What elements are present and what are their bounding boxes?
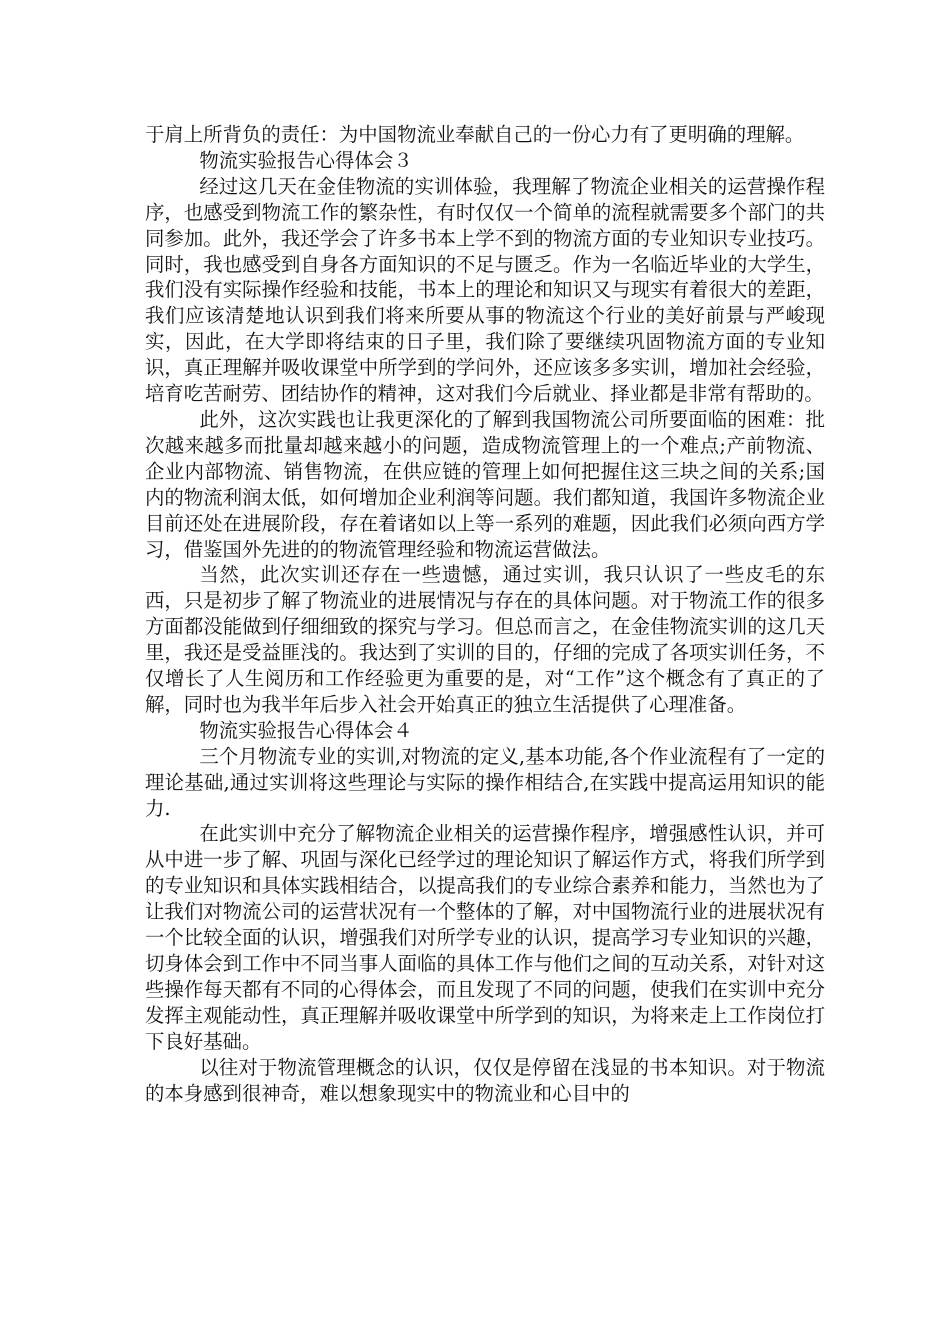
paragraph: 当然，此次实训还存在一些遗憾，通过实训，我只认识了一些皮毛的东西，只是初步了解了物流业的进展情况与存在的具体问题。对于物流工作的很多方面都没能做到仔细细致的探究与学习。但总而言之，在金佳物流实训的这几天里，我还是受益匪浅的。我达到了实训的目的，仔细的完成了各项实训任务，不仅增长了人生阅历和工作经验更为重要的是，对“工作”这个概念有了真正的了解，同时也为我半年后步入社会开始真正的独立生活提供了心理准备。 <box>145 563 825 716</box>
paragraph: 经过这几天在金佳物流的实训体验，我理解了物流企业相关的运营操作程序，也感受到物流工作的繁杂性，有时仅仅一个简单的流程就需要多个部门的共同参加。此外，我还学会了许多书本上学不到的物流方面的专业知识专业技巧。同时，我也感受到自身各方面知识的不足与匮乏。作为一名临近毕业的大学生，我们没有实际操作经验和技能，书本上的理论和知识又与现实有着很大的差距，我们应该清楚地认识到我们将来所要从事的物流这个行业的美好前景与严峻现实，因此，在大学即将结束的日子里，我们除了要继续巩固物流方面的专业知识，真正理解并吸收课堂中所学到的学问外，还应该多多实训，增加社会经验，培育吃苦耐劳、团结协作的精神，这对我们今后就业、择业都是非常有帮助的。 <box>145 174 825 406</box>
paragraph: 以往对于物流管理概念的认识，仅仅是停留在浅显的书本知识。对于物流的本身感到很神奇，难以想象现实中的物流业和心目中的 <box>145 1055 825 1105</box>
paragraph: 此外，这次实践也让我更深化的了解到我国物流公司所要面临的困难：批次越来越多而批量却越来越小的问题，造成物流管理上的一个难点;产前物流、企业内部物流、销售物流，在供应链的管理上如何把握住这三块之间的关系;国内的物流利润太低，如何增加企业利润等问题。我们都知道，我国许多物流企业目前还处在进展阶段，存在着诸如以上等一系列的难题，因此我们必须向西方学习，借鉴国外先进的的物流管理经验和物流运营做法。 <box>145 407 825 561</box>
section-heading-3: 物流实验报告心得体会３ <box>199 148 413 172</box>
paragraph-continued: 于肩上所背负的责任：为中国物流业奉献自己的一份心力有了更明确的理解。 <box>145 123 805 146</box>
document-page <box>145 122 825 1106</box>
paragraph: 三个月物流专业的实训,对物流的定义,基本功能,各个作业流程有了一定的理论基础,通过实训将这些理论与实际的操作相结合,在实践中提高运用知识的能力. <box>145 744 825 820</box>
section-heading-4: 物流实验报告心得体会４ <box>199 718 413 742</box>
paragraph: 在此实训中充分了解物流企业相关的运营操作程序，增强感性认识，并可从中进一步了解、巩固与深化已经学过的理论知识了解运作方式，将我们所学到的专业知识和具体实践相结合，以提高我们的专业综合素养和能力，当然也为了让我们对物流公司的运营状况有一个整体的了解，对中国物流行业的进展状况有一个比较全面的认识，增强我们对所学专业的认识，提高学习专业知识的兴趣，切身体会到工作中不同当事人面临的具体工作与他们之间的互动关系，对针对这些操作每天都有不同的心得体会，而且发现了不同的问题，使我们在实训中充分发挥主观能动性，真正理解并吸收课堂中所学到的知识，为将来走上工作岗位打下良好基础。 <box>145 822 825 1053</box>
